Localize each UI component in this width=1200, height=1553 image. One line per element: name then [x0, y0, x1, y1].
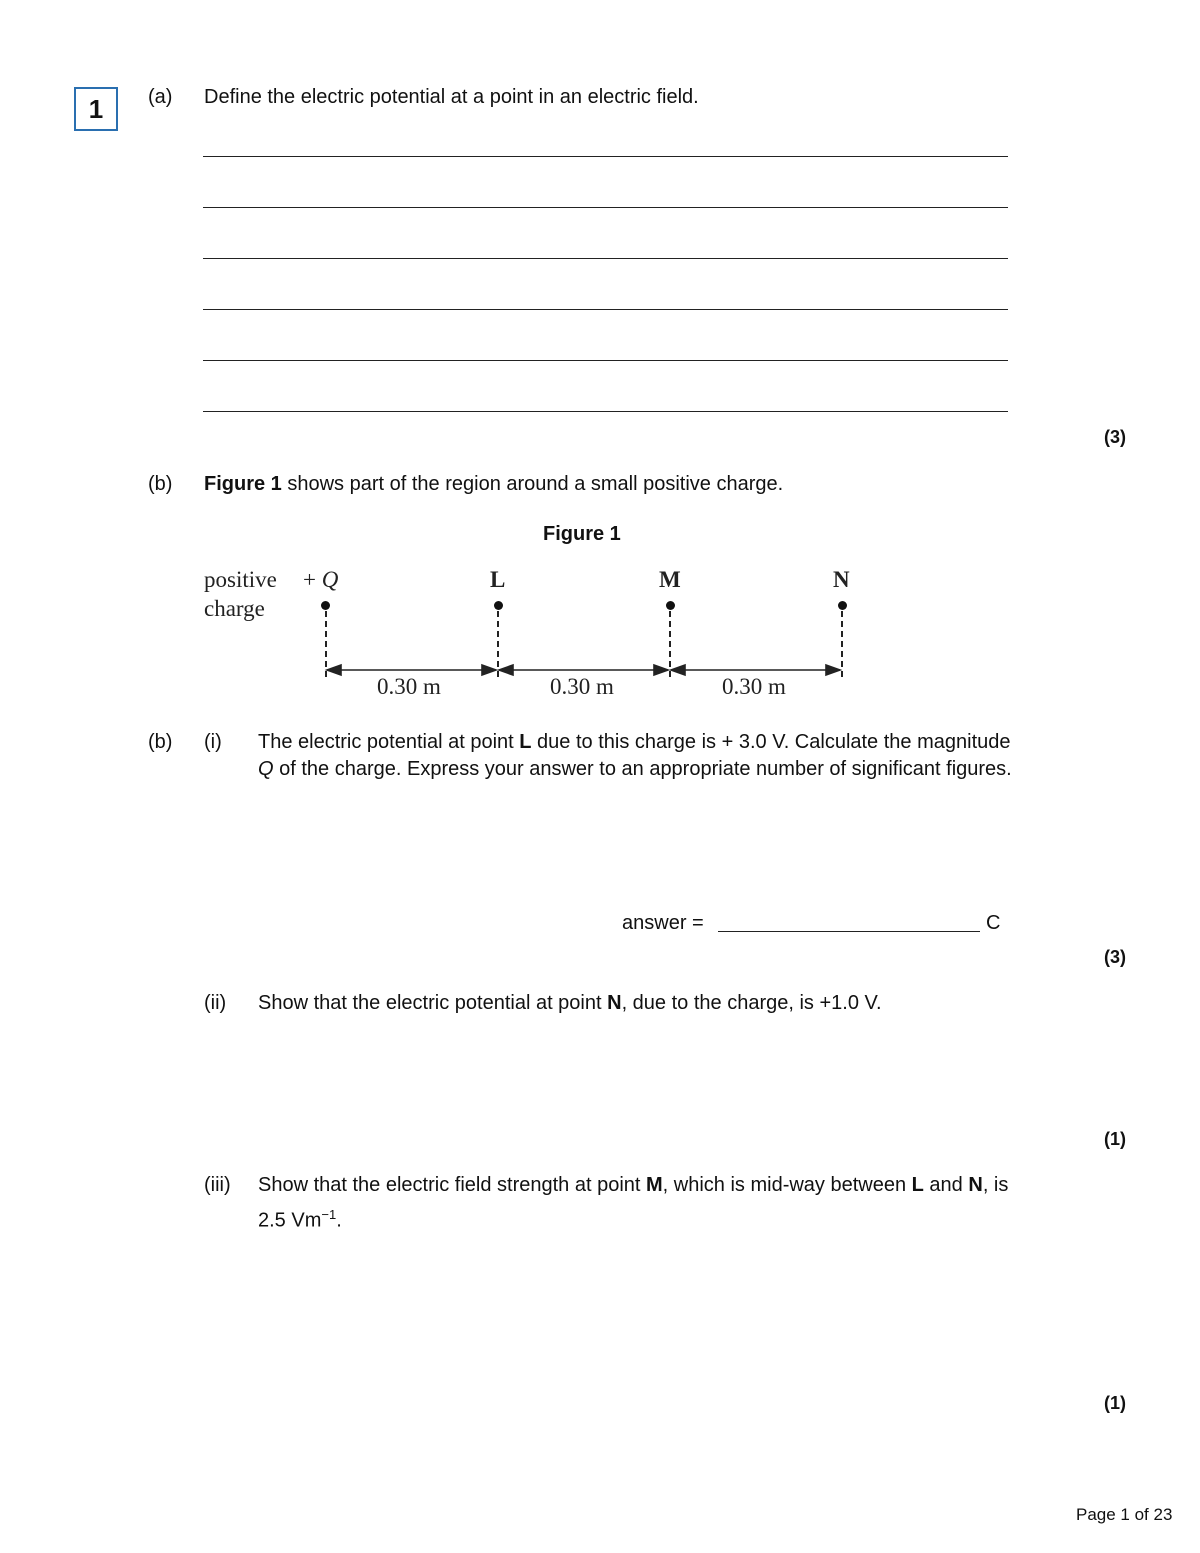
arrowhead	[671, 665, 685, 675]
figure-reference: Figure 1	[204, 473, 282, 495]
charge-label-positive: positive	[204, 567, 277, 592]
part-b-iii-question-line2	[258, 1202, 342, 1234]
part-b-ii-sublabel: (ii)	[204, 992, 227, 1014]
part-b-iii-point-m: M	[646, 1174, 663, 1196]
part-b-iii-text-1: Show that the electric field strength at point	[258, 1174, 646, 1196]
part-b-iii-text-2: , which is mid-way between	[662, 1174, 912, 1196]
part-b-i-text-2: due to this charge is + 3.0 V. Calculate the magnitude	[531, 731, 1011, 753]
answer-unit: C	[986, 912, 1001, 934]
part-b-i-text-1: The electric potential at point	[258, 731, 520, 753]
arrowhead	[826, 665, 840, 675]
arrowhead	[499, 665, 513, 675]
distance-label-l-m: 0.30 m	[550, 674, 614, 699]
part-b-ii-text-2: , due to the charge, is +1.0 V.	[621, 992, 882, 1014]
part-b-ii-text-1: Show that the electric potential at point	[258, 992, 608, 1014]
question-number-box: 1	[74, 87, 118, 131]
part-b-i-sublabel: (i)	[204, 731, 222, 753]
part-b-iii-marks: (1)	[1104, 1393, 1126, 1413]
charge-plus-sign: +	[303, 567, 322, 592]
part-b-iii-text-3: and	[923, 1174, 969, 1196]
part-b-iii-sublabel: (iii)	[204, 1174, 231, 1196]
part-b-i-point: L	[519, 731, 532, 753]
part-b-label: (b)	[148, 473, 173, 495]
figure-title: Figure 1	[543, 523, 621, 545]
page-number: Page 1 of 23	[1076, 1505, 1173, 1524]
part-b-iii-text-4: , is	[982, 1174, 1009, 1196]
part-b-iii-point-n: N	[968, 1174, 983, 1196]
part-b-i-question-line2	[258, 756, 1012, 782]
answer-input-line[interactable]	[718, 931, 980, 932]
part-b-iii-value-end: .	[336, 1209, 342, 1232]
arrowhead	[327, 665, 341, 675]
part-b-i-label: (b)	[148, 731, 173, 753]
part-b-iii-exponent: −1	[321, 1207, 337, 1222]
distance-label-q-l: 0.30 m	[377, 674, 441, 699]
part-b-iii-value: 2.5 Vm	[258, 1209, 322, 1232]
part-b-iii-question-line1	[258, 1172, 1008, 1198]
answer-prefix: answer =	[622, 912, 704, 934]
part-a-question: Define the electric potential at a point in an electric field.	[204, 86, 699, 108]
part-b-i-text-3: of the charge. Express your answer to an appropriate number of significant figures.	[273, 758, 1012, 780]
part-b-i-marks: (3)	[1104, 947, 1126, 967]
part-b-ii-question	[258, 990, 882, 1016]
part-b-i-q: Q	[258, 758, 274, 780]
point-label-l: L	[490, 567, 506, 592]
point-label-n: N	[833, 567, 850, 592]
dimension-arrows	[0, 0, 1200, 720]
part-a-label: (a)	[148, 86, 173, 108]
distance-label-m-n: 0.30 m	[722, 674, 786, 699]
arrowhead	[482, 665, 496, 675]
part-a-marks: (3)	[1104, 427, 1126, 447]
charge-q-symbol: Q	[321, 567, 339, 592]
part-b-intro-text: shows part of the region around a small positive charge.	[281, 473, 784, 495]
charge-label-charge: charge	[204, 596, 265, 621]
part-b-ii-point: N	[607, 992, 622, 1014]
arrowhead	[654, 665, 668, 675]
part-b-i-question-line1	[258, 729, 1011, 755]
part-b-iii-point-l: L	[911, 1174, 924, 1196]
part-b-ii-marks: (1)	[1104, 1129, 1126, 1149]
point-label-m: M	[659, 567, 681, 592]
